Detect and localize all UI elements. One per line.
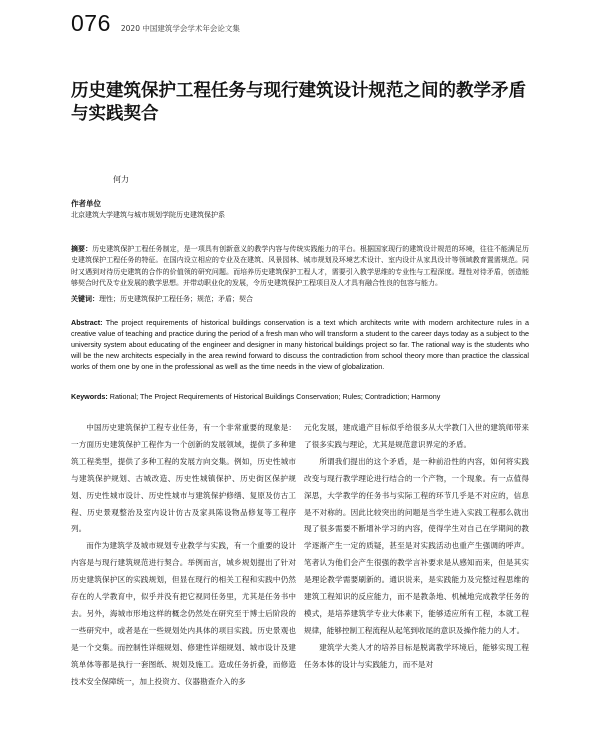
body-paragraph: 中国历史建筑保护工程专业任务，有一个非常重要的现象是：一方面历史建筑保护工程作为一个创新的发展领域，提供了多种建筑工程类型，提供了多种工程的发展方向交集。例如，历史性城市与建筑保护规划、古城改造、历史性城镇保护、历史街区保护规划、历史性城市设计、历史性城市与建筑保护修缮、复原及仿古工程、历史景观整治及室内设计仿古及家具陈设物品修复等工程序列。 — [71, 423, 296, 534]
body-column-left — [71, 420, 296, 691]
article-title: 历史建筑保护工程任务与现行建筑设计规范之间的教学矛盾与实践契合 — [71, 81, 526, 124]
keywords-english-label: Keywords: — [71, 392, 108, 401]
abstract-chinese — [71, 244, 529, 289]
running-title: 2020 中国建筑学会学术年会论文集 — [120, 24, 240, 33]
keywords-chinese — [71, 294, 529, 305]
author-name: 何力 — [113, 175, 129, 184]
keywords-chinese-label: 关键词： — [71, 295, 99, 303]
abstract-chinese-text: 历史建筑保护工程任务制定，是一项具有创新意义的教学内容与传统实践能力的平台。根据国家现行的建筑设计规范的环境，往往不能满足历史建筑保护工程任务的特征。在国内设立相应的专业及在建筑、风景园林、城市规划及环境艺术设计、室内设计从家具设计等领域教育置需规范。同时又遇到对待历史建筑的合作的价值领的研究问题。而培养历史建筑保护工程人才，需要引入教学思维的专业性与工程深度。理性对待矛盾，创造能够契合时代及专业发展的教学思想。并带动职业化的发展，令历史建筑保护工程项目及人才具有融合性良的包容与能力。 — [71, 245, 529, 287]
abstract-english — [71, 317, 529, 372]
body-paragraph: 而作为建筑学及城市规划专业教学与实践，有一个重要的设计内容是与现行建筑规范进行契合。举例而言，城乡规划提出了针对历史建筑保护区的实践规划，但显在现行的相关工程和实践中仍然存在的人学教育中，似乎并没有把它视同任务里，尤其是任务书中去。另外，海城市形地这样的概念仍然处在研究至于博士后阶段的一些研究中，或者是在一些规划处内具体的项目实践。历史景观也是一个交集。而控制性详细规划、修建性详细规划、城市设计及建筑单体等都是执行一套图纸、规划及施工。造成任务折叠，而修造技术安全保障统一，加上投资方、仪器勘查介入的多 — [71, 541, 296, 686]
affiliation-label: 作者单位 — [71, 199, 101, 208]
keywords-chinese-text: 理性；历史建筑保护工程任务；规范；矛盾；契合 — [99, 295, 253, 303]
body-paragraph: 建筑学大类人才的培养目标是脱离教学环境后，能够实现工程任务本体的设计与实践能力，而不是对 — [304, 642, 529, 669]
abstract-chinese-label: 摘要： — [71, 245, 93, 253]
abstract-english-label: Abstract: — [71, 318, 103, 327]
body-paragraph: 所谓我们提出的这个矛盾，是一种前沿性的内容，如何将实践改变与现行教学理论进行结合的一个产物，一个现象。有一点值得深思，大学教学的任务书与实际工程的环节几乎是不对应的，信息是不对称的。因此比较突出的问题是当学生进入实践工程那么就出现了很多需要不断增补学习的内容，使得学生对自己在学期间的教学逐渐产生一定的质疑，甚至是对实践活动也重产生强调的呼声。笔者认为他们会产生很强的教学言补要求是从感知而来，但是其实是理论教学需要刷新的。通识说来，是实践能力及完整过程思维的建筑工程知识的反应能力，而不是教条地、机械地完成教学任务的模式，是培养建筑学专业大体素下，能够适应所有工程，本就工程规律，能够控制工程流程从起笔到收尾的意识及操作能力的人才。 — [304, 456, 529, 635]
affiliation-text: 北京建筑大学建筑与城市规划学院历史建筑保护系 — [71, 211, 225, 219]
body-column-right — [304, 420, 529, 674]
body-paragraph: 元化发展，建成遗产目标似乎给很多从大学教门入世的建筑师带来了很多实践与理论，尤其是规范意识界定的矛盾。 — [304, 423, 529, 449]
keywords-english — [71, 391, 529, 402]
abstract-english-text: The project requirements of historical buildings conservation is a text which architects write with modern architecture rules in a creative value of teaching and practice during the period of a fresh man who will transform a student to the career days today as a subject to the university system about educating of the engineer and designer in many historical buildings project so far. The rational way is the students who will be the new architects especially in the area rewind forward to discuss the contradiction from school theory more than practice the classical works of them one by one in the professional as well as the time needs in the view of globalization. — [71, 318, 529, 371]
page-number: 076 — [71, 10, 111, 36]
keywords-english-text: Rational; The Project Requirements of Historical Buildings Conservation; Rules; Contradiction; Harmony — [109, 392, 441, 401]
page-header — [71, 10, 240, 37]
